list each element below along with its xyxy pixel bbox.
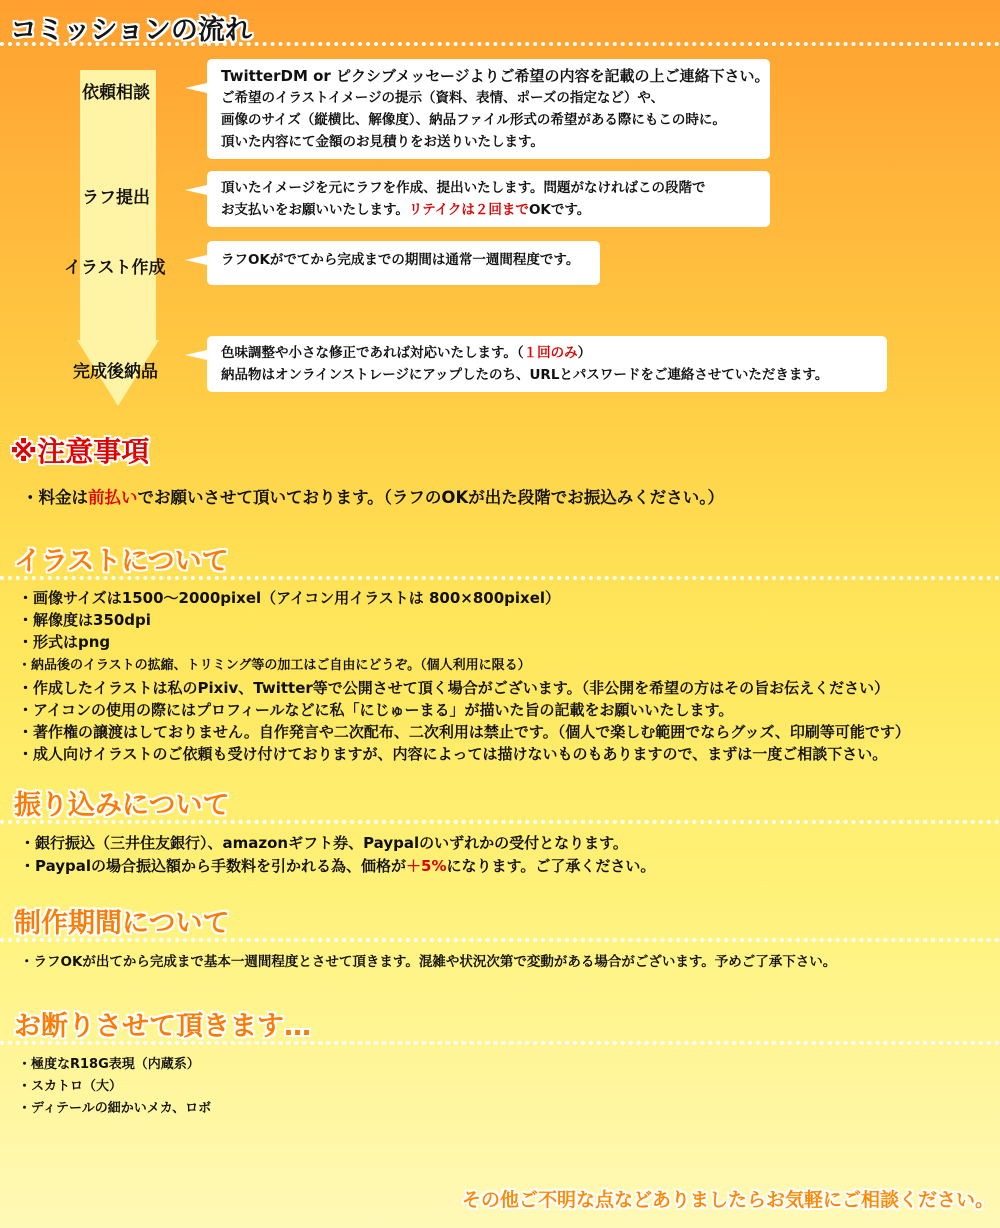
- bubble-rough: [207, 171, 770, 227]
- once-note: １回のみ: [523, 345, 578, 361]
- divider: [0, 820, 1000, 824]
- divider: [0, 1041, 1000, 1045]
- notes-title: ※注意事項: [10, 435, 150, 468]
- bubble-line: ラフOKがでてから完成までの期間は通常一週間程度です。: [221, 252, 580, 268]
- retake-note: リテイクは２回まで: [408, 202, 529, 218]
- payment-title: 振り込みについて: [14, 790, 230, 821]
- flow-title: コミッションの流れ: [10, 15, 252, 46]
- illust-title: イラストについて: [14, 546, 229, 577]
- illust-item: ・形式はpng: [18, 633, 111, 651]
- bubble-line: 色味調整や小さな修正であれば対応いたします。（１回のみ）: [221, 345, 592, 361]
- bubble-line: ご希望のイラストイメージの提示（資料、表情、ポーズの指定など）や、: [221, 90, 665, 106]
- illust-item: ・著作権の譲渡はしておりません。自作発言や二次配布、二次利用は禁止です。（個人で楽しむ範囲でならグッズ、印刷等可能です）: [18, 723, 910, 741]
- fee-note: ＋5%: [406, 857, 447, 875]
- closing-message: その他ご不明な点などありましたらお気軽にご相談ください。: [461, 1189, 994, 1211]
- divider: [0, 576, 1000, 580]
- illust-item: ・解像度は350dpi: [18, 611, 151, 629]
- illust-item: ・成人向けイラストのご依頼も受け付けておりますが、内容によっては描けないものもありますので、まずは一度ご相談下さい。: [18, 745, 888, 763]
- refuse-title: お断りさせて頂きます…: [14, 1011, 311, 1042]
- bubble-consult: [207, 59, 770, 159]
- payment-item: ・Paypalの場合振込額から手数料を引かれる為、価格が＋5%になります。ご了承ください。: [20, 857, 656, 875]
- bubble-line: 納品物はオンラインストレージにアップしたのち、URLとパスワードをご連絡させていただきます。: [221, 367, 829, 383]
- payment-item: ・銀行振込（三井住友銀行）、amazonギフト券、Paypalのいずれかの受付となります。: [20, 834, 628, 852]
- bubble-deliver: [207, 336, 887, 392]
- illust-item: ・納品後のイラストの拡縮、トリミング等の加工はご自由にどうぞ。（個人利用に限る）: [18, 658, 531, 673]
- refuse-item: ・極度なR18G表現（内蔵系）: [18, 1057, 200, 1072]
- step-label-deliver: 完成後納品: [73, 362, 158, 382]
- refuse-item: ・ディテールの細かいメカ、ロボ: [18, 1101, 212, 1116]
- illust-item: ・アイコンの使用の際にはプロフィールなどに私「にじゅーまる」が描いた旨の記載をお願いいたします。: [18, 701, 734, 719]
- notes-item: ・料金は前払いでお願いさせて頂いております。（ラフのOKが出た段階でお振込みください。）: [22, 488, 724, 507]
- bubble-create: [207, 241, 600, 285]
- illust-item: ・作成したイラストは私のPixiv、Twitter等で公開させて頂く場合がございます。（非公開を希望の方はその旨お伝えください）: [18, 679, 890, 697]
- period-item: ・ラフOKが出てから完成まで基本一週間程度とさせて頂きます。混雑や状況次第で変動がある場合がございます。予めご了承下さい。: [20, 954, 837, 970]
- illust-item: ・画像サイズは1500～2000pixel（アイコン用イラストは 800×800pixel）: [18, 589, 561, 607]
- bubble-line: 画像のサイズ（縦横比、解像度）、納品ファイル形式の希望がある際にもこの時に。: [221, 112, 726, 128]
- step-label-consult: 依頼相談: [82, 83, 150, 103]
- refuse-item: ・スカトロ（大）: [18, 1079, 123, 1094]
- divider: [0, 938, 1000, 942]
- prepay-note: 前払い: [88, 488, 138, 507]
- step-label-create: イラスト作成: [64, 258, 166, 278]
- bubble-line: 頂いた内容にて金額のお見積りをお送りいたします。: [221, 134, 544, 150]
- bubble-line: お支払いをお願いいたします。リテイクは２回までOKです。: [221, 202, 591, 218]
- bubble-line: TwitterDM or ピクシブメッセージよりご希望の内容を記載の上ご連絡下さい。: [221, 67, 770, 85]
- bubble-line: 頂いたイメージを元にラフを作成、提出いたします。問題がなければこの段階で: [221, 180, 706, 196]
- divider: [0, 42, 1000, 46]
- period-title: 制作期間について: [14, 908, 230, 939]
- step-label-rough: ラフ提出: [82, 188, 150, 208]
